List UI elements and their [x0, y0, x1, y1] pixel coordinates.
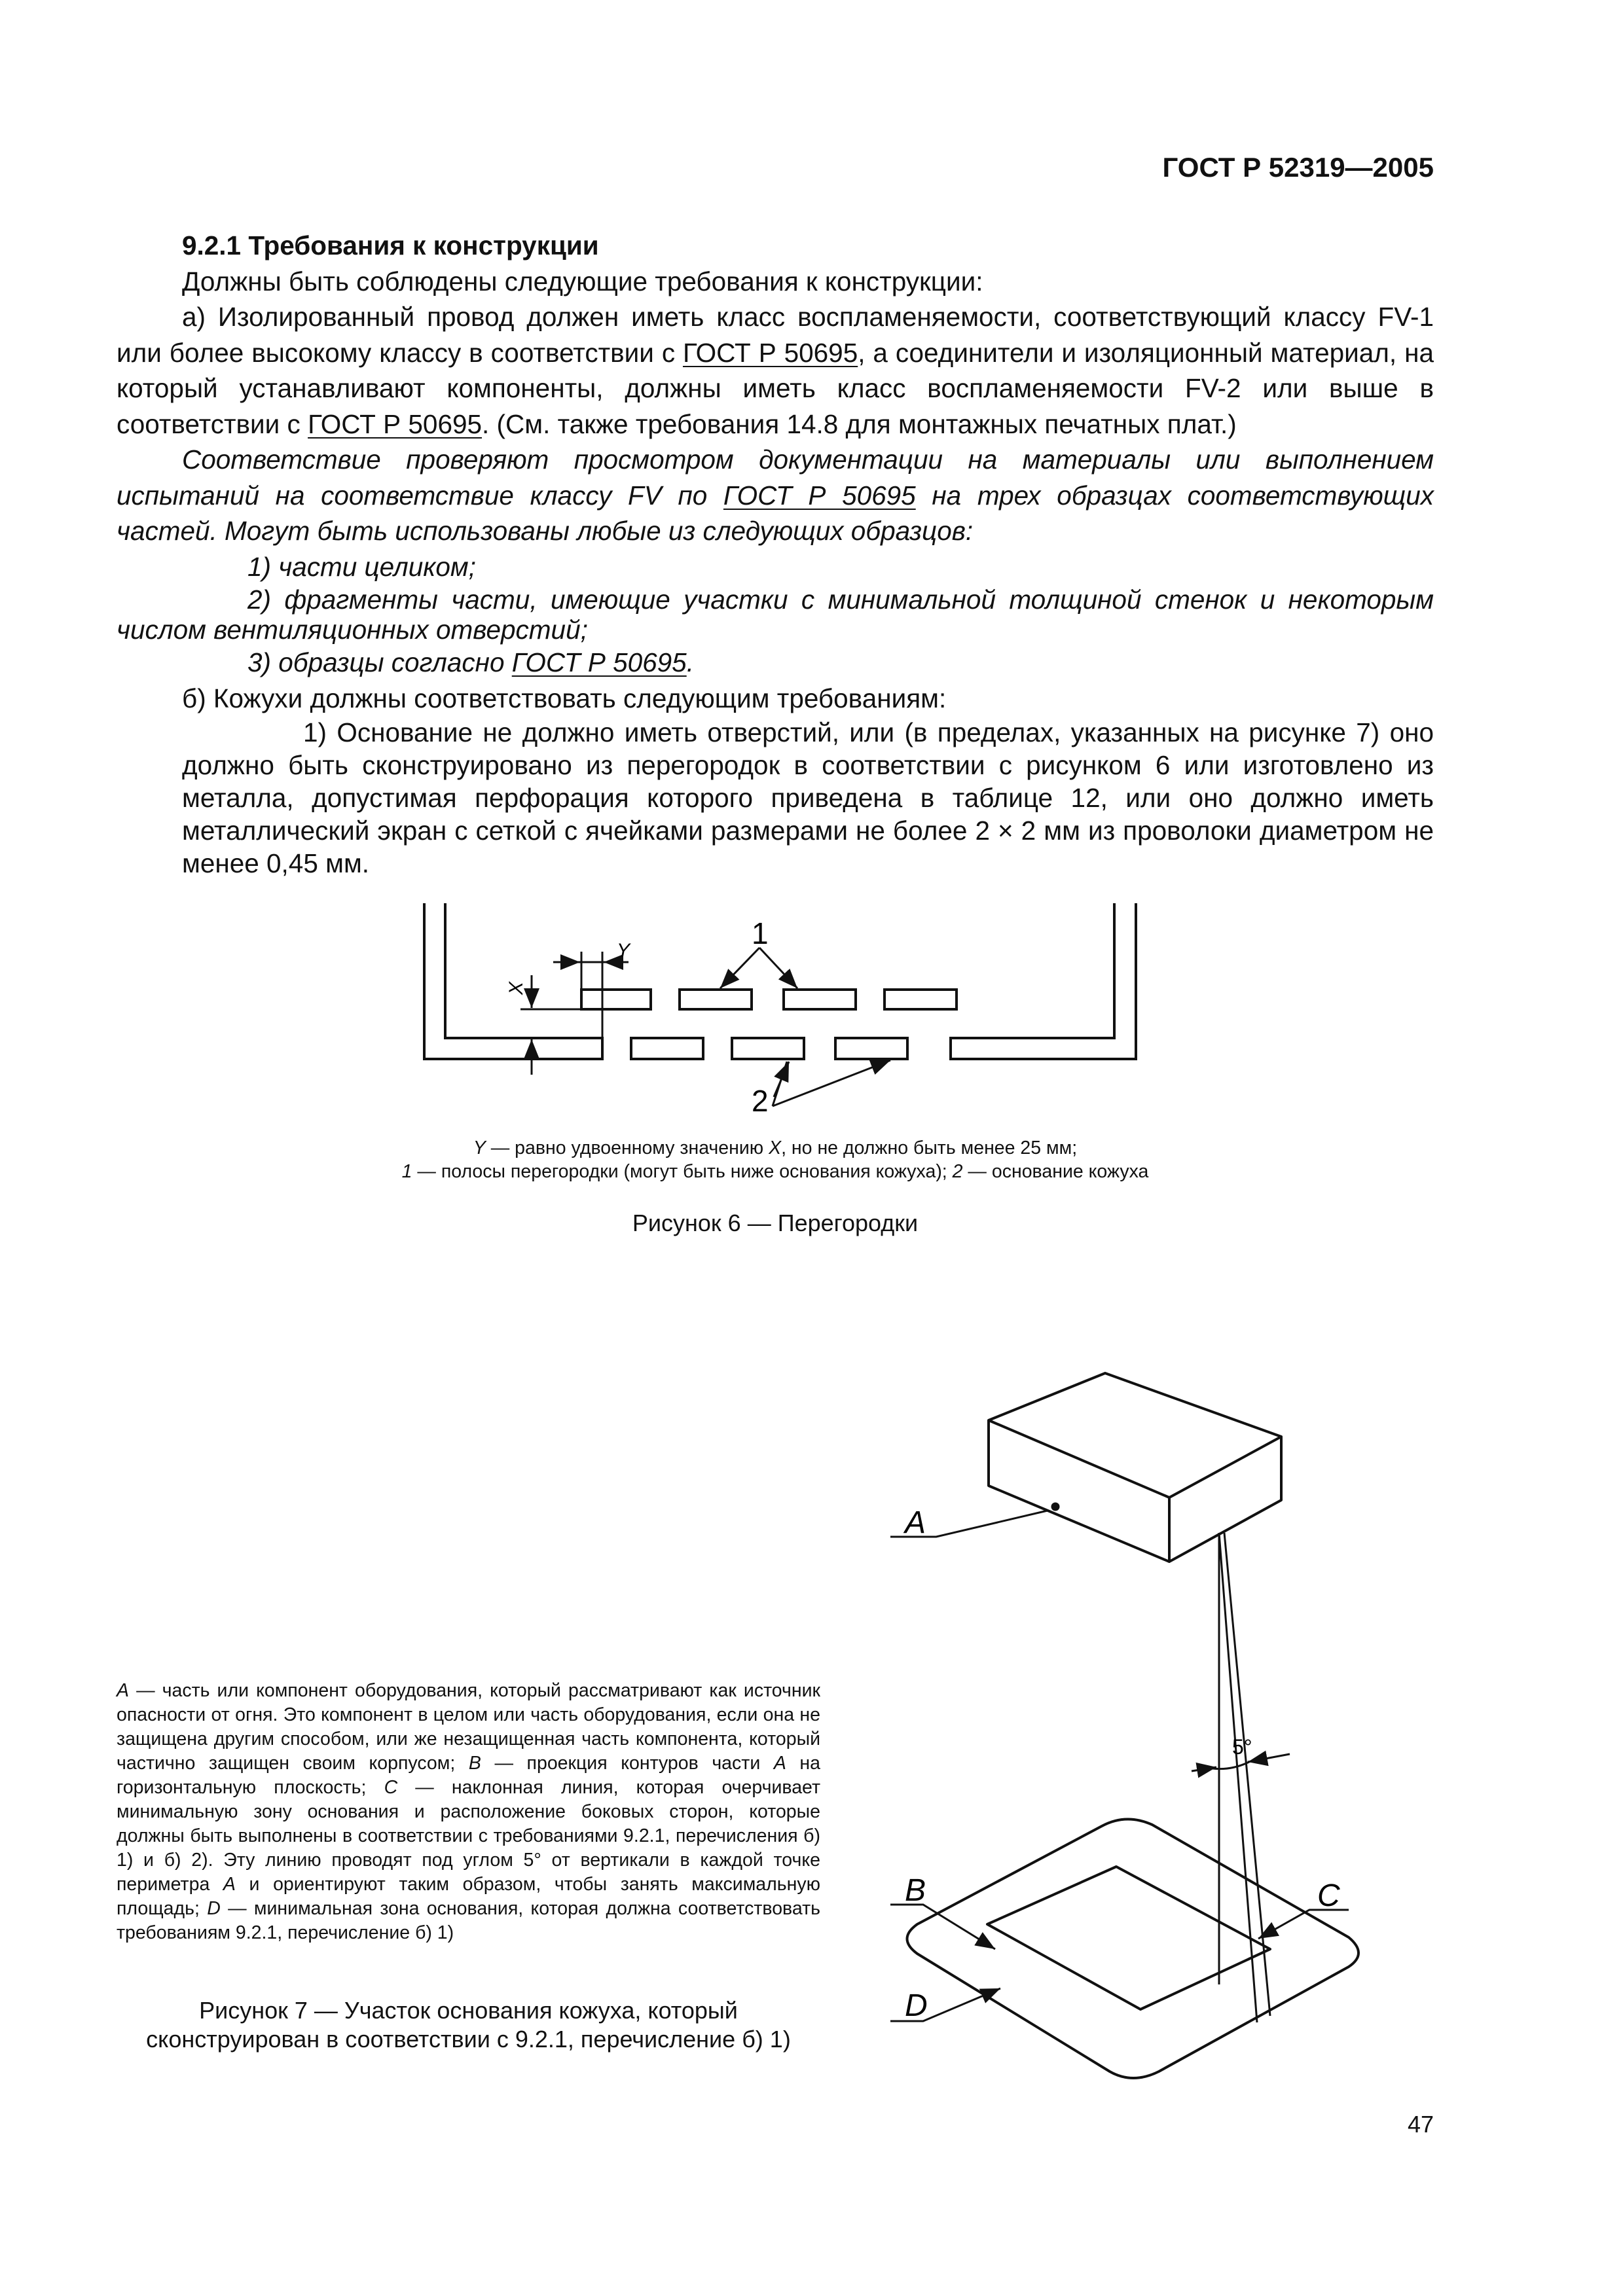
document-header: ГОСТ Р 52319—2005 — [1162, 152, 1434, 183]
caption-text: — основание кожуха — [962, 1161, 1149, 1182]
label-b: B — [905, 1873, 926, 1908]
figure7-title-line2: сконструирован в соответствии с 9.2.1, перечисление б) 1) — [146, 2026, 791, 2053]
page-number: 47 — [1407, 2111, 1434, 2138]
legend-key: A — [117, 1680, 130, 1701]
base-strip — [631, 1038, 703, 1059]
caption-text: — полосы перегородки (могут быть ниже основания кожуха); — [412, 1161, 953, 1182]
item-b: б) Кожухи должны соответствовать следующим требованиям: — [182, 683, 947, 713]
section-title: 9.2.1 Требования к конструкции — [182, 230, 599, 260]
projection-b — [987, 1867, 1270, 2009]
part-a-top — [989, 1373, 1281, 1498]
figure7-title — [117, 1996, 820, 2054]
caption-text: , но не должно быть менее 25 мм; — [781, 1138, 1078, 1158]
legend-key: A — [223, 1874, 236, 1895]
label-x: X — [505, 981, 527, 995]
item-a-text-3: . (См. также требования 14.8 для монтажных печатных плат.) — [482, 408, 1237, 439]
baffle-strip — [884, 990, 957, 1009]
figure7-drawing — [851, 1361, 1427, 2081]
baffle-strip — [581, 990, 651, 1009]
legend-key: D — [207, 1898, 221, 1919]
gost-link[interactable]: ГОСТ Р 50695 — [723, 480, 916, 511]
figure6-caption-line1 — [117, 1136, 1434, 1160]
item-a-text-2: , а соединители и изоляционный материал, на который устанавливают компоненты, должны иметь класс воспламеняемости FV-2 или выше в соответствии с — [117, 337, 1434, 439]
baffle-strip — [680, 990, 752, 1009]
label-c: C — [1317, 1878, 1340, 1913]
baffle-strip — [784, 990, 856, 1009]
legend-paragraph — [117, 1679, 820, 1945]
gost-link[interactable]: ГОСТ Р 50695 — [511, 647, 687, 677]
caption-x: X — [769, 1138, 782, 1158]
sample-3 — [117, 645, 1434, 681]
gost-link[interactable]: ГОСТ Р 50695 — [308, 408, 483, 439]
legend-text: и ориентируют таким образом, чтобы занять максимальную площадь; — [117, 1874, 820, 1919]
caption-text: — равно удвоенному значению — [485, 1138, 769, 1158]
legend-key: A — [773, 1753, 786, 1774]
compliance-text-1: Соответствие проверяют просмотром документации на материалы или выполнением испытаний на соответствие классу FV по — [117, 444, 1434, 511]
gost-link[interactable]: ГОСТ Р 50695 — [682, 337, 858, 368]
sample-1: 1) части целиком; — [247, 551, 476, 582]
label-1: 1 — [752, 916, 769, 950]
compliance-text-2: на трех образцах соответствующих частей. Могут быть использованы любые из следующих образцов: — [117, 480, 1434, 546]
figure7-legend — [117, 1679, 820, 1945]
label-2: 2 — [752, 1084, 769, 1118]
legend-key: C — [384, 1777, 398, 1798]
section-intro: Должны быть соблюдены следующие требования к конструкции: — [182, 266, 983, 296]
figure6-drawing — [406, 890, 1152, 1126]
caption-y: Y — [473, 1138, 486, 1158]
caption-num: 2 — [952, 1161, 963, 1182]
item-a — [117, 299, 1434, 442]
sample-3-end: . — [686, 647, 694, 677]
legend-text: на горизонтальную плоскость; — [117, 1753, 821, 1798]
figure7-title-line1: Рисунок 7 — Участок основания кожуха, который — [199, 1997, 738, 2024]
zone-d-outline — [907, 1819, 1359, 2078]
legend-key: B — [468, 1753, 481, 1774]
item-a-text-1: а) Изолированный провод должен иметь класс воспламеняемости, соответствующий классу FV-1 или более высокому классу в соответствии с — [117, 302, 1434, 368]
label-angle: 5° — [1232, 1735, 1252, 1759]
label-a: A — [905, 1505, 926, 1540]
compliance-paragraph — [117, 442, 1434, 549]
legend-text: — часть или компонент оборудования, который рассматривают как источник опасности от огня. Это компонент в целом или часть оборудования, если она не защищена другим способом, или же незащищенная часть компонента, который частично защищен своим корпусом; — [117, 1680, 820, 1774]
sample-3-text: 3) образцы согласно — [247, 647, 512, 677]
sample-2: 2) фрагменты части, имеющие участки с минимальной толщиной стенок и некоторым числом вентиляционных отверстий; — [117, 584, 1434, 645]
figure6-title: Рисунок 6 — Перегородки — [632, 1210, 919, 1236]
base-strip — [835, 1038, 907, 1059]
base-strip — [732, 1038, 804, 1059]
legend-text: — проекция контуров части — [481, 1753, 774, 1774]
figure6-caption-line2 — [117, 1160, 1434, 1183]
enclosure-right-wall — [951, 903, 1136, 1059]
caption-num: 1 — [401, 1161, 412, 1182]
main-text — [117, 228, 1434, 880]
part-a-sides — [989, 1420, 1281, 1562]
item-b1: 1) Основание не должно иметь отверстий, или (в пределах, указанных на рисунке 7) оно должно быть сконструировано из перегородок в соответствии с рисунком 6 или изготовлено из металла, допустимая перфорация которого приведена в таблице 12, или оно должно иметь металлический экран с сеткой с ячейками размерами не более 2 × 2 мм из проволоки диаметром не менее 0,45 мм. — [182, 717, 1434, 878]
label-y: Y — [617, 940, 630, 961]
legend-text: — минимальная зона основания, которая должна соответствовать требованиям 9.2.1, перечисление б) 1) — [117, 1898, 820, 1943]
enclosure-left-wall — [424, 903, 602, 1059]
legend-text: — наклонная линия, которая очерчивает минимальную зону основания и расположение боковых сторон, которые должны быть выполнены в соответствии с требованиями 9.2.1, перечисления б) 1) и б) 2). Эту линию проводят под углом 5° от вертикали в каждой точке периметра — [117, 1777, 820, 1895]
label-d: D — [905, 1988, 928, 2023]
